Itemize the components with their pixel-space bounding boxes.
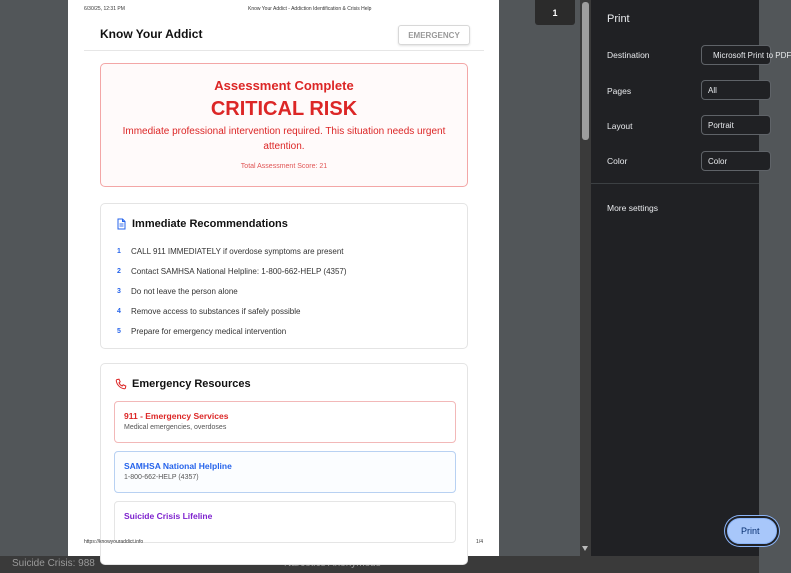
list-item: [117, 241, 457, 261]
item-number: 4: [117, 307, 121, 315]
resources-title: [115, 378, 251, 390]
more-settings-toggle[interactable]: More settings: [607, 203, 659, 213]
preview-page: [68, 0, 499, 556]
resource-name: Suicide Crisis Lifeline: [124, 511, 213, 521]
background-crisis-text: Suicide Crisis: 988: [12, 558, 95, 569]
layout-select[interactable]: [701, 115, 771, 135]
item-number: 2: [117, 267, 121, 275]
assessment-score: Total Assessment Score: 21: [240, 163, 328, 170]
item-text: Prepare for emergency medical intervention: [131, 326, 287, 336]
layout-value: Portrait: [708, 120, 734, 130]
recommendations-card: [100, 203, 468, 349]
resource-desc: 1-800-662-HELP (4357): [124, 474, 199, 481]
print-footer-url: https://knowyouraddict.info: [84, 539, 144, 545]
risk-level: CRITICAL RISK: [210, 98, 358, 120]
resources-title-text: Emergency Resources: [132, 378, 251, 390]
color-label: Color: [607, 156, 628, 166]
destination-label: Destination: [607, 50, 650, 60]
scroll-down-arrow-icon[interactable]: [582, 546, 588, 551]
resource-desc: Medical emergencies, overdoses: [124, 424, 227, 431]
list-item: [117, 301, 457, 321]
assessment-heading: Assessment Complete: [214, 78, 354, 93]
item-number: 1: [117, 247, 121, 255]
item-text: CALL 911 IMMEDIATELY if overdose symptoms are present: [131, 246, 344, 256]
resource-item-samhsa: [114, 451, 456, 493]
recommendations-list: [117, 241, 457, 341]
document-icon: [115, 218, 127, 230]
preview-scrollbar[interactable]: [580, 0, 591, 556]
pages-label: Pages: [607, 86, 632, 96]
resource-name: 911 - Emergency Services: [124, 411, 229, 421]
scrollbar-thumb[interactable]: [582, 2, 589, 140]
item-number: 3: [117, 287, 121, 295]
color-select[interactable]: [701, 151, 771, 171]
item-text: Remove access to substances if safely possible: [131, 306, 301, 316]
item-text: Contact SAMHSA National Helpline: 1-800-662-HELP (4357): [131, 266, 347, 276]
print-button[interactable]: Print: [727, 518, 777, 544]
emergency-resources-card: [100, 363, 468, 565]
recommendations-title: [115, 218, 288, 230]
site-header: [84, 18, 484, 51]
list-item: [117, 281, 457, 301]
phone-icon: [115, 378, 127, 390]
print-footer-page: 1/4: [476, 539, 483, 545]
layout-label: Layout: [607, 121, 633, 131]
resource-name: SAMHSA National Helpline: [124, 461, 232, 471]
list-item: [117, 261, 457, 281]
item-number: 5: [117, 327, 121, 335]
page-indicator: 1: [535, 0, 575, 25]
site-brand: Know Your Addict: [100, 27, 203, 41]
resource-item-911: [114, 401, 456, 443]
pages-value: All: [708, 85, 717, 95]
item-text: Do not leave the person alone: [131, 286, 238, 296]
emergency-button: EMERGENCY: [398, 25, 470, 45]
settings-divider: [591, 183, 759, 184]
print-header-datetime: 6/30/25, 12:31 PM: [84, 6, 125, 12]
print-settings-panel: [591, 0, 791, 556]
color-value: Color: [708, 156, 728, 166]
print-dialog-title: Print: [607, 13, 630, 25]
resource-item-suicide-lifeline: [114, 501, 456, 543]
risk-message: Immediate professional intervention required. This situation needs urgent attention.: [122, 126, 446, 152]
pages-select[interactable]: [701, 80, 771, 100]
destination-select[interactable]: [701, 45, 791, 65]
assessment-result-card: [100, 63, 468, 187]
print-header-title: Know Your Addict - Addiction Identification & Crisis Help: [248, 6, 372, 12]
destination-value: Microsoft Print to PDF: [713, 50, 791, 60]
recommendations-title-text: Immediate Recommendations: [132, 218, 288, 230]
list-item: [117, 321, 457, 341]
